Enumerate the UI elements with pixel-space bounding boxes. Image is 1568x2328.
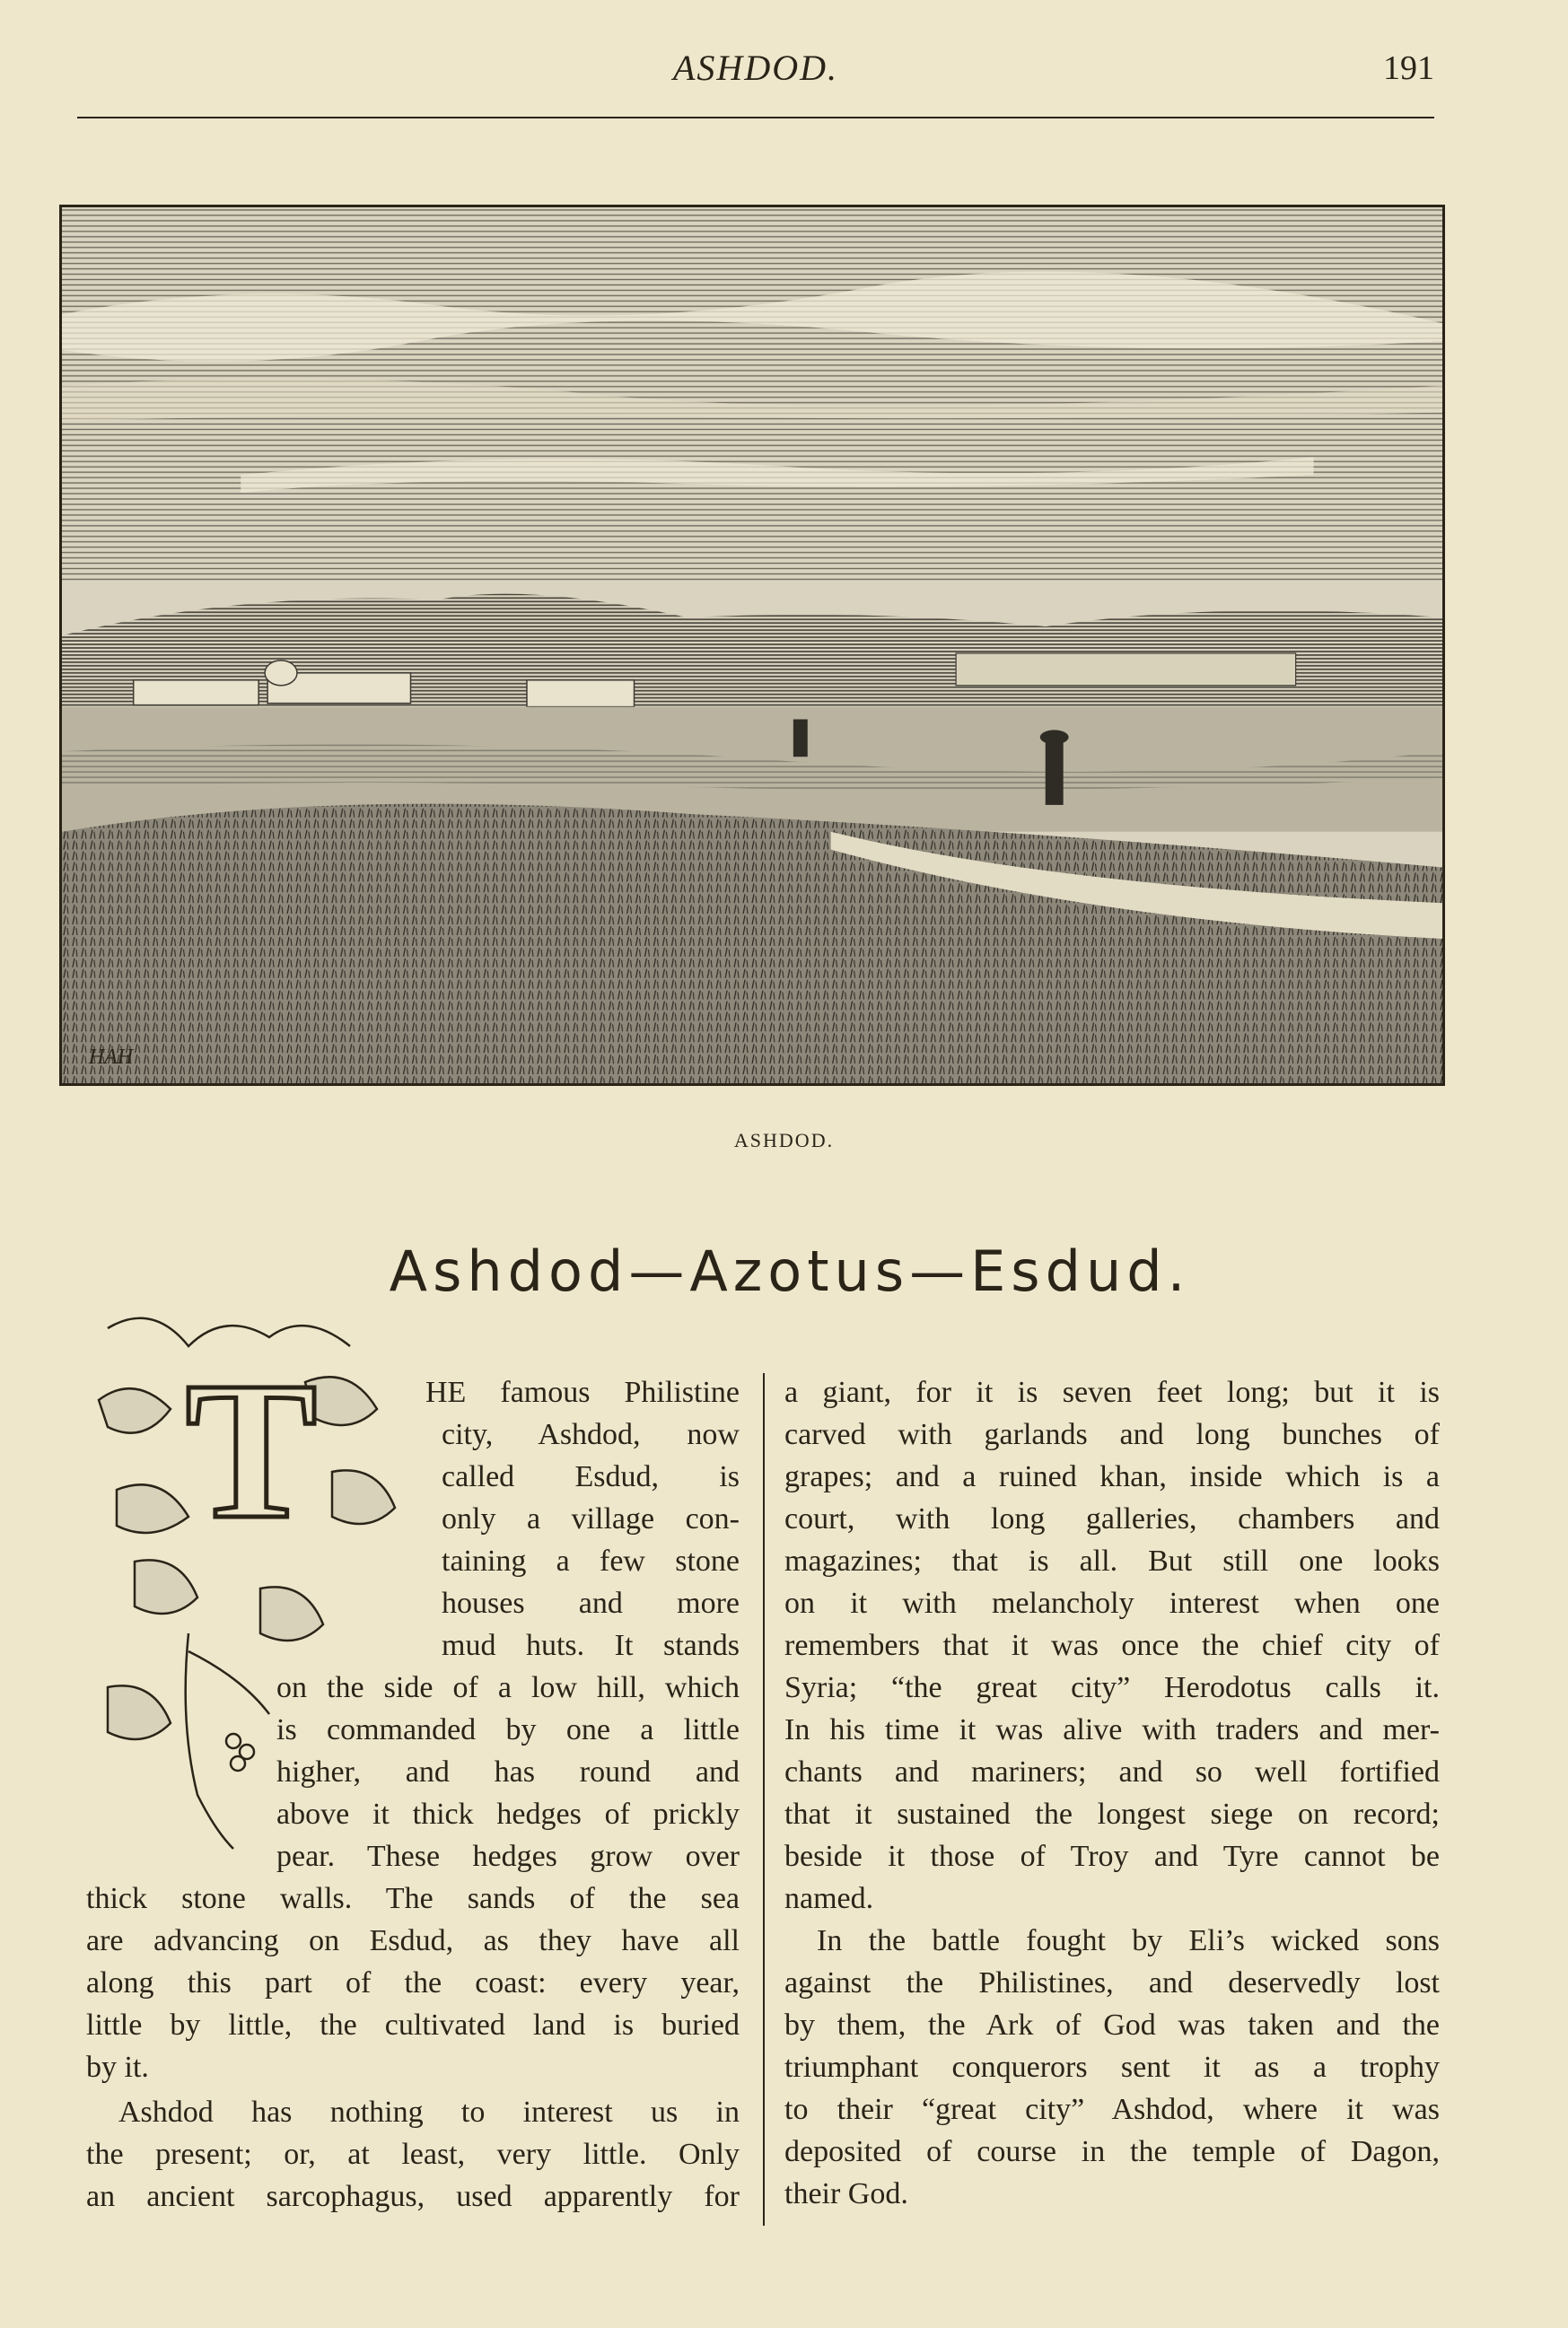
left-line-10: higher, and has round and xyxy=(276,1755,740,1789)
left-line-5: taining a few stone xyxy=(442,1545,740,1578)
left-line-15: along this part of the coast: every year, xyxy=(86,1966,740,2000)
chapter-title: Ashdod—Azotus—Esdud. xyxy=(389,1238,1191,1304)
right-line-20: their God. xyxy=(784,2177,908,2210)
left-line-11: above it thick hedges of prickly xyxy=(276,1798,740,1831)
left-line-17: by it. xyxy=(86,2051,149,2084)
left-line-8: on the side of a low hill, which xyxy=(276,1671,740,1704)
left-line-13: thick stone walls. The sands of the sea xyxy=(86,1882,740,1915)
right-line-13: named. xyxy=(784,1882,874,1915)
right-line-8: Syria; “the great city” Herodotus calls it. xyxy=(784,1671,1440,1704)
left-line-14: are advancing on Esdud, as they have all xyxy=(86,1924,740,1957)
left-line-9: is commanded by one a little xyxy=(276,1713,740,1746)
left-line-3: called Esdud, is xyxy=(442,1460,740,1493)
right-line-17: triumphant conquerors sent it as a trophy xyxy=(784,2051,1440,2084)
right-line-4: court, with long galleries, chambers and xyxy=(784,1502,1440,1536)
right-line-3: grapes; and a ruined khan, inside which is a xyxy=(784,1460,1440,1493)
left-line-1: HE famous Philistine xyxy=(425,1376,740,1409)
left-line-2: city, Ashdod, now xyxy=(442,1418,740,1451)
left-line-6: houses and more xyxy=(442,1587,740,1620)
artist-mark: HAH xyxy=(88,1046,134,1070)
right-line-5: magazines; that is all. But still one looks xyxy=(784,1545,1440,1578)
left-line-20: an ancient sarcophagus, used apparently for xyxy=(86,2180,740,2213)
right-line-12: beside it those of Troy and Tyre cannot be xyxy=(784,1840,1440,1873)
landscape-illustration xyxy=(62,207,1442,1083)
right-line-11: that it sustained the longest siege on record; xyxy=(784,1798,1440,1831)
right-line-19: deposited of course in the temple of Dagon, xyxy=(784,2135,1440,2168)
right-line-10: chants and mariners; and so well fortified xyxy=(784,1755,1440,1789)
running-title: ASHDOD. xyxy=(673,48,838,88)
right-line-15: against the Philistines, and deservedly lost xyxy=(784,1966,1440,2000)
dropcap-letter: T xyxy=(185,1341,318,1560)
right-line-9: In his time it was alive with traders and mer- xyxy=(784,1713,1440,1746)
page-number: 191 xyxy=(1383,49,1434,87)
right-line-16: by them, the Ark of God was taken and the xyxy=(784,2009,1440,2042)
right-line-7: remembers that it was once the chief city of xyxy=(784,1629,1440,1662)
left-line-16: little by little, the cultivated land is buried xyxy=(86,2009,740,2042)
right-line-1: a giant, for it is seven feet long; but it is xyxy=(784,1376,1440,1409)
right-line-18: to their “great city” Ashdod, where it was xyxy=(784,2093,1440,2126)
column-divider xyxy=(763,1373,765,2226)
left-line-12: pear. These hedges grow over xyxy=(276,1840,740,1873)
figure-caption: ASHDOD. xyxy=(733,1129,835,1151)
left-line-7: mud huts. It stands xyxy=(442,1629,740,1662)
running-head xyxy=(77,47,1434,101)
right-line-6: on it with melancholy interest when one xyxy=(784,1587,1440,1620)
left-line-18: Ashdod has nothing to interest us in xyxy=(118,2096,740,2129)
right-line-2: carved with garlands and long bunches of xyxy=(784,1418,1440,1451)
ashdod-engraving xyxy=(59,205,1445,1086)
left-line-19: the present; or, at least, very little. Only xyxy=(86,2138,740,2171)
left-line-4: only a village con- xyxy=(442,1502,740,1536)
header-rule xyxy=(77,117,1434,118)
right-line-14: In the battle fought by Eli’s wicked sons xyxy=(817,1924,1440,1957)
